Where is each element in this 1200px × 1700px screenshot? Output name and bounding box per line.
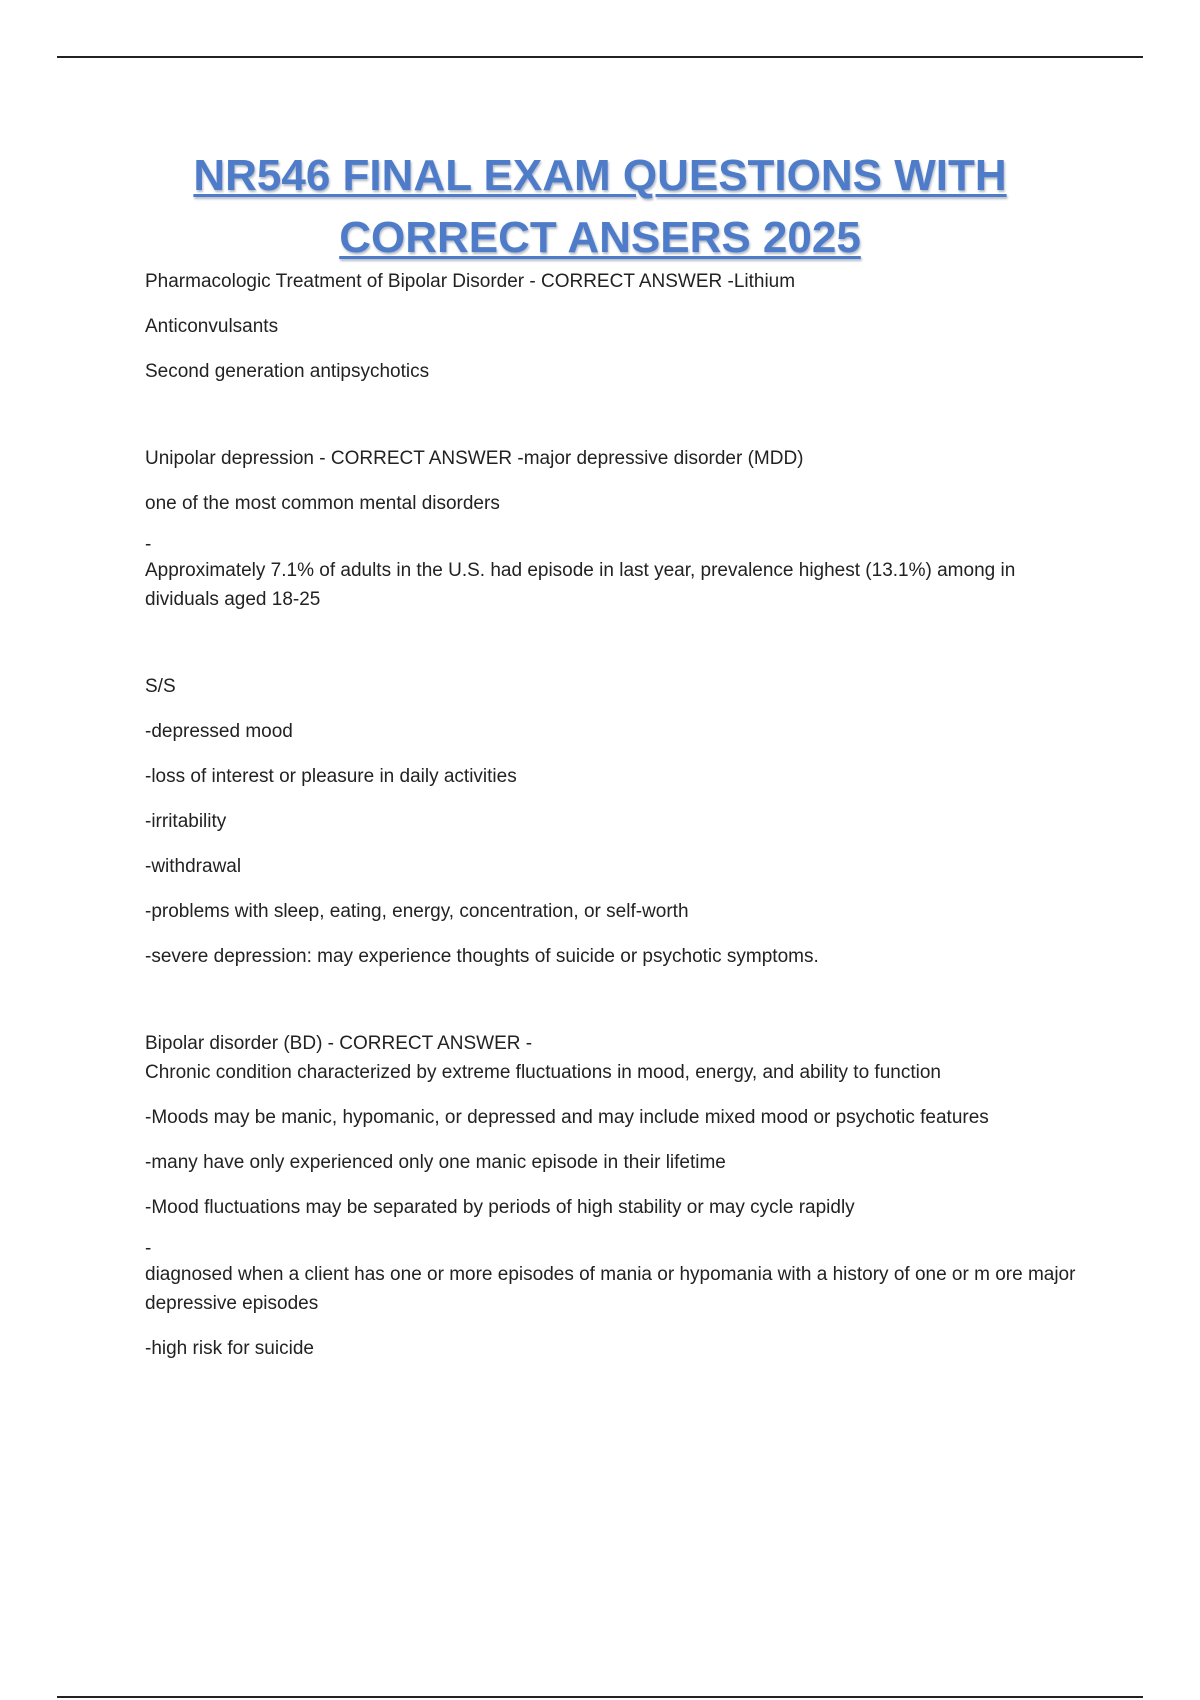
symptom-item: -withdrawal	[145, 856, 242, 877]
top-rule	[57, 56, 1143, 58]
answer-dash: -	[145, 1238, 152, 1259]
question-bipolar-disorder: Bipolar disorder (BD) - CORRECT ANSWER -	[145, 1033, 533, 1054]
answer-line: -many have only experienced only one manic episode in their lifetime	[145, 1152, 726, 1173]
answer-line: -Mood fluctuations may be separated by periods of high stability or may cycle rapidly	[145, 1197, 855, 1218]
answer-line: diagnosed when a client has one or more episodes of mania or hypomania with a history of one or m ore major depressive episodes	[145, 1264, 1076, 1314]
bottom-rule	[57, 1696, 1143, 1698]
answer-line: one of the most common mental disorders	[145, 493, 500, 514]
symptom-item: -loss of interest or pleasure in daily activities	[145, 766, 517, 787]
symptoms-heading: S/S	[145, 676, 176, 697]
question-unipolar-depression: Unipolar depression - CORRECT ANSWER -major depressive disorder (MDD)	[145, 448, 804, 469]
answer-line: Chronic condition characterized by extreme fluctuations in mood, energy, and ability to function	[145, 1062, 941, 1083]
document-title: NR546 FINAL EXAM QUESTIONS WITH CORRECT ANSERS 2025	[193, 151, 1007, 262]
answer-line: -Moods may be manic, hypomanic, or depressed and may include mixed mood or psychotic features	[145, 1107, 989, 1128]
question-pharmacologic-bipolar: Pharmacologic Treatment of Bipolar Disorder - CORRECT ANSWER -Lithium	[145, 271, 796, 292]
symptom-item: -irritability	[145, 811, 227, 832]
symptom-item: -depressed mood	[145, 721, 293, 742]
answer-dash: -	[145, 534, 152, 555]
answer-line: -high risk for suicide	[145, 1338, 314, 1359]
symptom-item: -problems with sleep, eating, energy, concentration, or self-worth	[145, 901, 689, 922]
answer-line: Anticonvulsants	[145, 316, 279, 337]
document-body	[145, 267, 1090, 1363]
answer-line: Approximately 7.1% of adults in the U.S. had episode in last year, prevalence highest (13.1%) among in dividuals aged 18-25	[145, 560, 1016, 610]
answer-line: Second generation antipsychotics	[145, 361, 430, 382]
symptom-item: -severe depression: may experience thoughts of suicide or psychotic symptoms.	[145, 946, 819, 967]
